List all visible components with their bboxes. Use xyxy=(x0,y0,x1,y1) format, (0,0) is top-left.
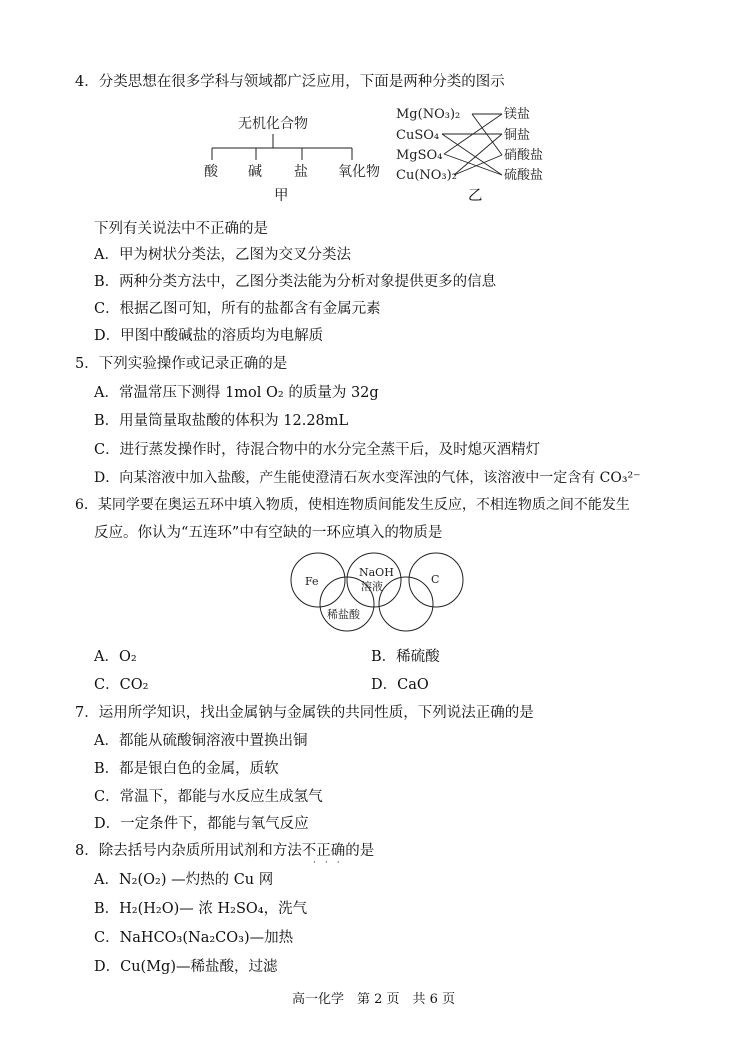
cross-right-0: 镁盐 xyxy=(504,107,531,122)
cross-left-1: CuSO₄ xyxy=(396,128,440,143)
tree-leaf-base: 碱 xyxy=(248,164,262,180)
q5-option-c: C．进行蒸发操作时，待混合物中的水分完全蒸干后，及时熄灭酒精灯 xyxy=(94,442,541,458)
q7-option-d: D．一定条件下，都能与氧气反应 xyxy=(94,816,309,832)
q7-option-a: A．都能从硫酸铜溶液中置换出铜 xyxy=(94,733,308,749)
ring-label-fe: Fe xyxy=(305,575,319,588)
q5-stem: 5．下列实验操作或记录正确的是 xyxy=(75,356,288,372)
q7-stem: 7．运用所学知识，找出金属钠与金属铁的共同性质，下列说法正确的是 xyxy=(75,705,534,721)
tree-leaf-acid: 酸 xyxy=(204,164,218,180)
page-footer: 高一化学 第 2 页 共 6 页 xyxy=(292,992,456,1007)
q8-option-b: B．H₂(H₂O)— 浓 H₂SO₄，洗气 xyxy=(94,901,308,917)
q5-option-b: B．用量筒量取盐酸的体积为 12.28mL xyxy=(94,413,349,429)
tree-leaf-oxide: 氧化物 xyxy=(338,164,380,180)
q4-option-b: B．两种分类方法中，乙图分类法能为分析对象提供更多的信息 xyxy=(94,274,497,290)
cross-classification-diagram xyxy=(394,100,554,186)
q6-option-c: C．CO₂ xyxy=(94,677,149,693)
q8-option-d: D．Cu(Mg)—稀盐酸，过滤 xyxy=(94,959,278,975)
q4-option-d: D．甲图中酸碱盐的溶质均为电解质 xyxy=(94,328,324,344)
q6-option-d: D．CaO xyxy=(371,677,429,693)
cross-right-1: 铜盐 xyxy=(504,128,531,143)
q4-option-c: C．根据乙图可知，所有的盐都含有金属元素 xyxy=(94,301,381,317)
q4-stem: 4．分类思想在很多学科与领域都广泛应用，下面是两种分类的图示 xyxy=(75,74,505,90)
emphasis-dots: ··· xyxy=(313,858,349,868)
olympic-rings-diagram xyxy=(285,552,475,634)
ring-label-solution: 溶液 xyxy=(361,580,383,593)
q8-option-c: C．NaHCO₃(Na₂CO₃)—加热 xyxy=(94,930,294,946)
cross-right-2: 硝酸盐 xyxy=(504,148,544,163)
ring-label-hcl: 稀盐酸 xyxy=(327,608,360,621)
q5-option-a: A．常温常压下测得 1mol O₂ 的质量为 32g xyxy=(94,385,379,401)
ring-label-c: C xyxy=(431,573,440,586)
cross-left-2: MgSO₄ xyxy=(396,148,443,163)
q6-stem-line1: 6．某同学要在奥运五环中填入物质，使相连物质间能发生反应，不相连物质之间不能发生 xyxy=(75,497,630,513)
q5-option-d: D．向某溶液中加入盐酸，产生能使澄清石灰水变浑浊的气体，该溶液中一定含有 CO₃²⁻ xyxy=(94,470,641,486)
q8-stem: 8．除去括号内杂质所用试剂和方法不正确的是 xyxy=(75,843,375,859)
diagram-jia-caption: 甲 xyxy=(274,188,289,204)
q6-option-b: B．稀硫酸 xyxy=(371,649,440,665)
q4-option-a: A．甲为树状分类法，乙图为交叉分类法 xyxy=(94,247,351,263)
tree-root-label: 无机化合物 xyxy=(238,116,308,132)
cross-right-3: 硫酸盐 xyxy=(504,168,544,183)
q7-option-c: C．常温下，都能与水反应生成氢气 xyxy=(94,789,323,805)
q7-option-b: B．都是银白色的金属，质软 xyxy=(94,761,279,777)
cross-left-0: Mg(NO₃)₂ xyxy=(396,107,461,122)
q6-stem-line2: 反应。你认为“五连环”中有空缺的一环应填入的物质是 xyxy=(94,525,443,541)
ring-label-naoh: NaOH xyxy=(359,566,394,579)
q4-prompt: 下列有关说法中不正确的是 xyxy=(94,221,268,237)
q6-option-a: A．O₂ xyxy=(94,649,137,665)
diagram-yi-caption: 乙 xyxy=(468,188,483,204)
tree-leaf-salt: 盐 xyxy=(294,164,308,180)
cross-left-3: Cu(NO₃)₂ xyxy=(396,168,457,183)
q8-option-a: A．N₂(O₂) —灼热的 Cu 网 xyxy=(94,872,274,888)
tree-classification-diagram xyxy=(190,108,390,188)
